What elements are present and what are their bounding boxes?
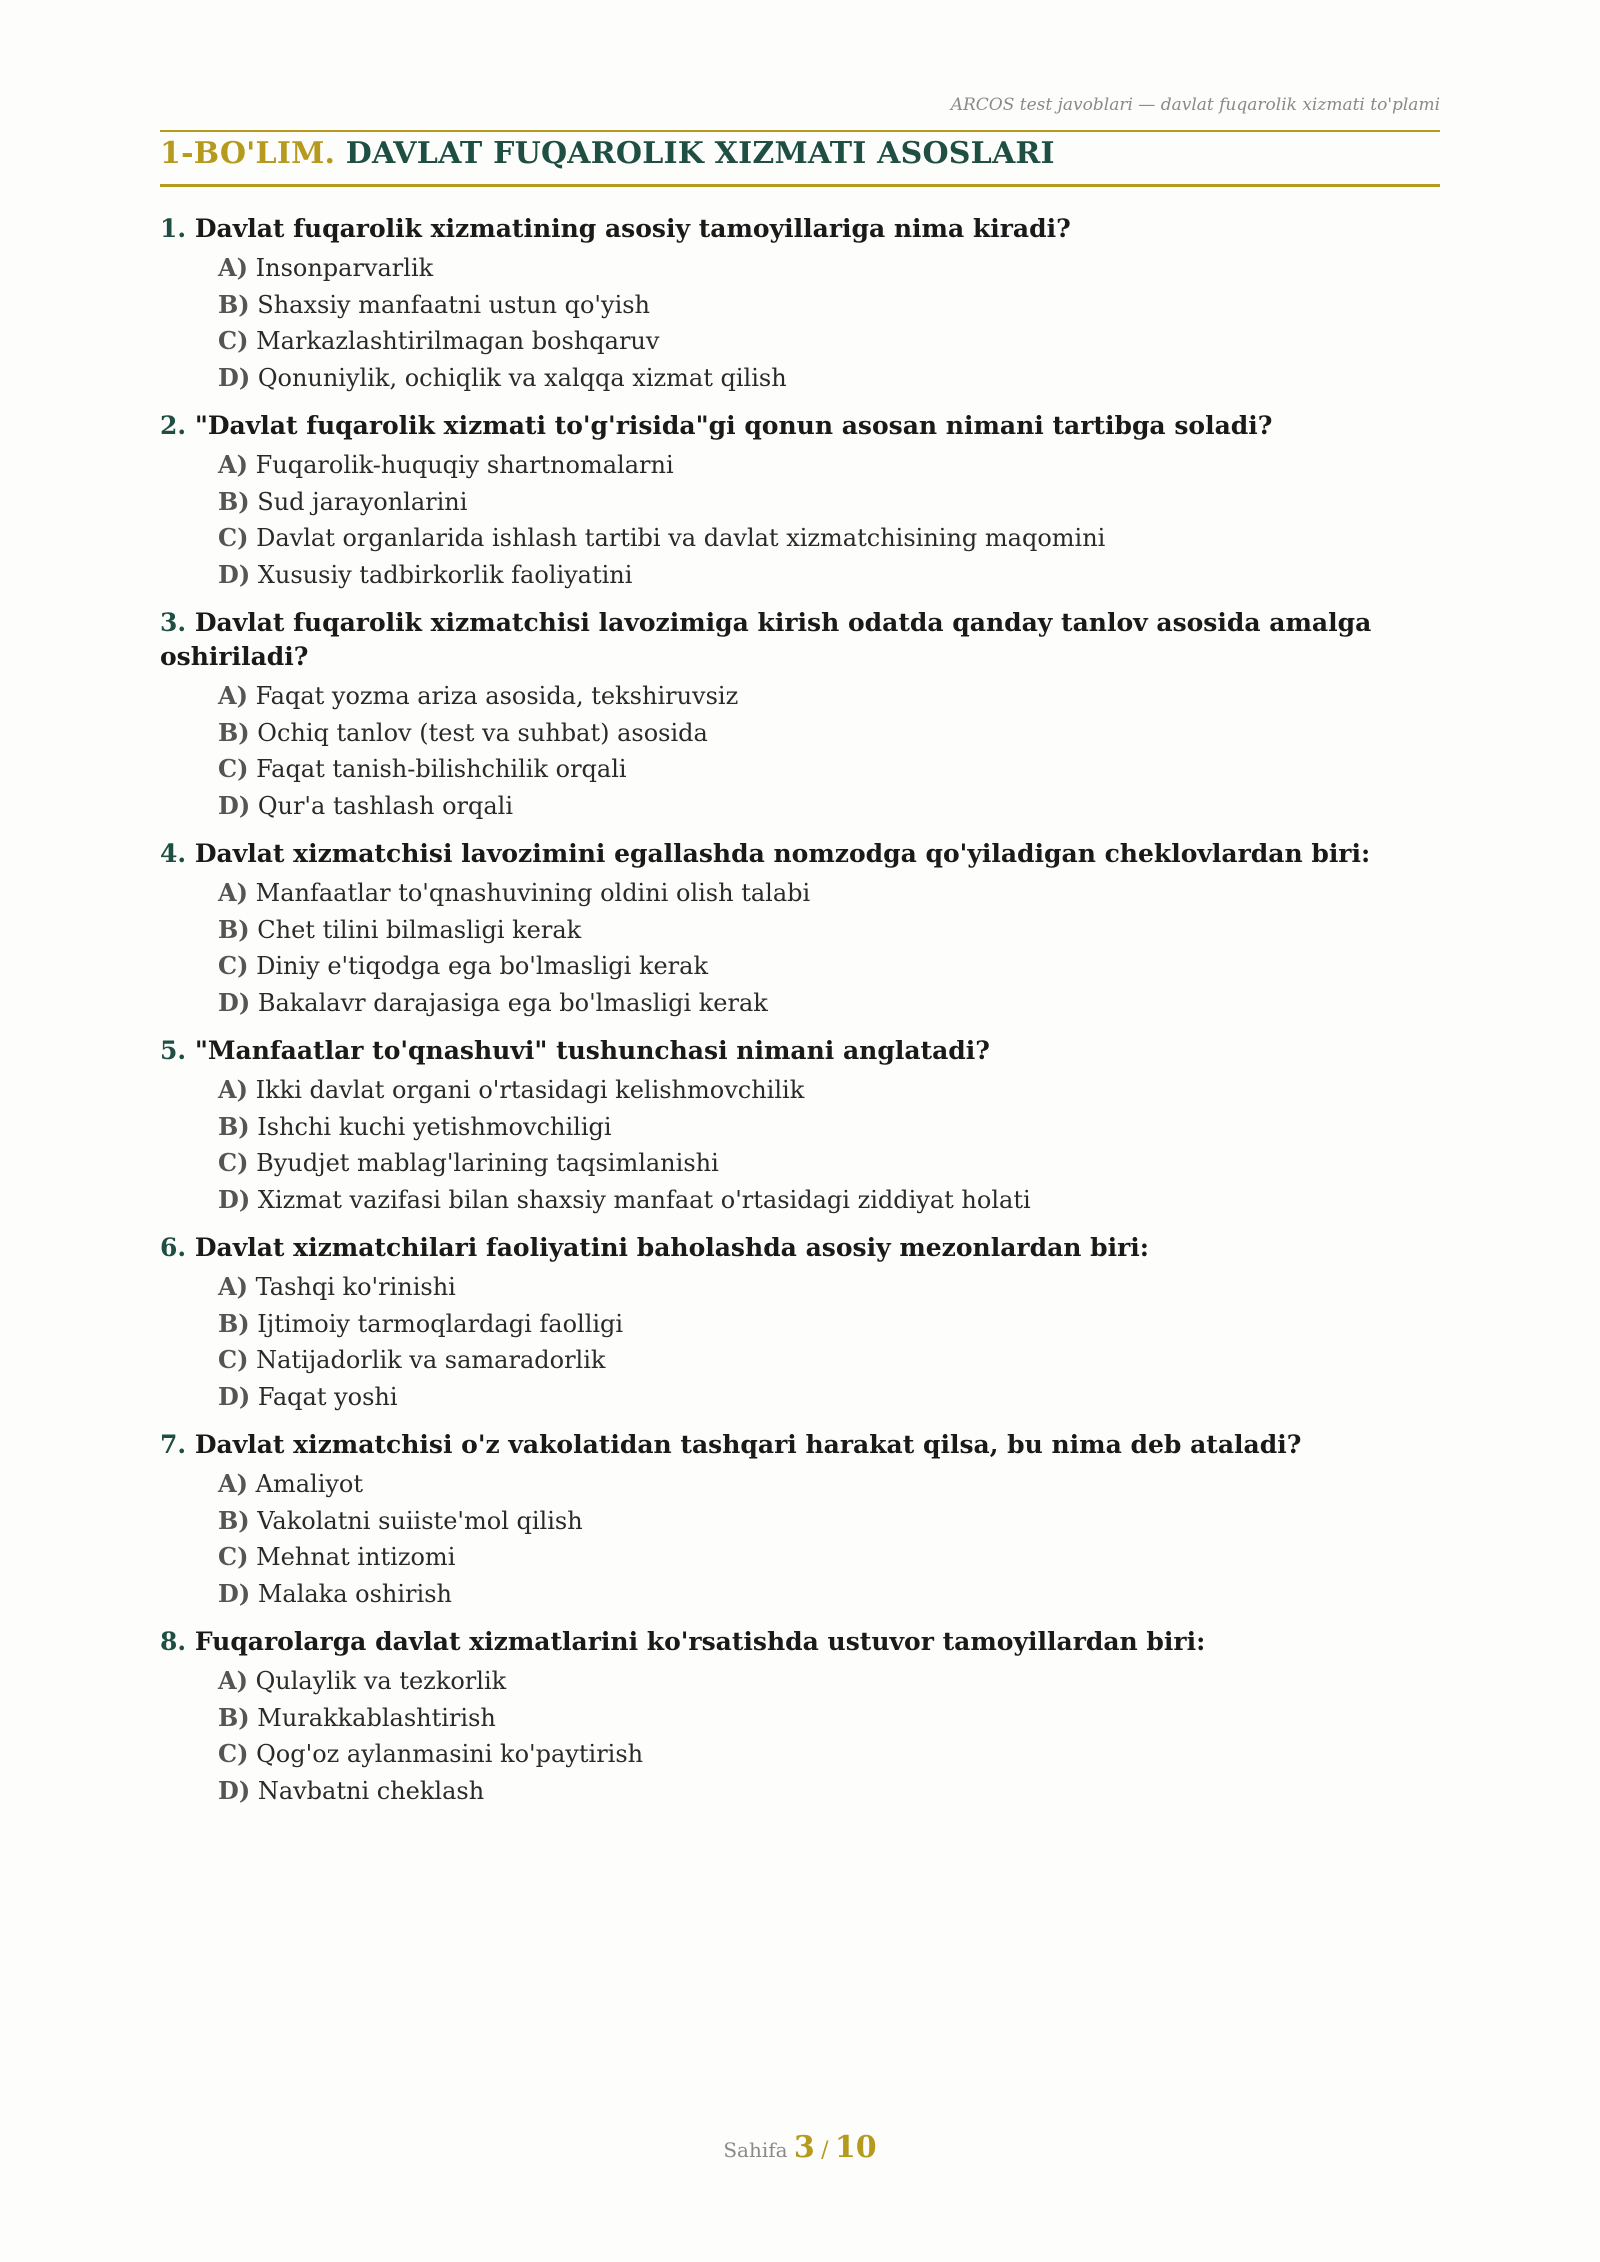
question-item xyxy=(160,1231,1440,1415)
question-prompt: Davlat fuqarolik xizmatchisi lavozimiga kirish odatda qanday tanlov asosida amalga oshiriladi? xyxy=(160,608,1372,671)
option-letter: A) xyxy=(218,1469,248,1498)
section-rule xyxy=(160,184,1440,187)
option-text: Xizmat vazifasi bilan shaxsiy manfaat o'rtasidagi ziddiyat holati xyxy=(257,1185,1031,1214)
answer-options xyxy=(160,447,1440,593)
answer-option xyxy=(160,1072,1440,1109)
question-text xyxy=(160,606,1440,674)
option-text: Sud jarayonlarini xyxy=(257,487,468,516)
question-number: 7. xyxy=(160,1430,187,1459)
option-letter: B) xyxy=(218,486,250,516)
question-list xyxy=(160,212,1440,1822)
option-letter: A) xyxy=(218,253,248,282)
answer-option xyxy=(160,1182,1440,1219)
option-letter: C) xyxy=(218,326,249,355)
option-text: Malaka oshirish xyxy=(257,1579,452,1608)
answer-option xyxy=(160,1145,1440,1182)
answer-option xyxy=(160,557,1440,594)
question-text xyxy=(160,409,1440,443)
question-number: 3. xyxy=(160,608,187,637)
answer-option xyxy=(160,875,1440,912)
answer-option xyxy=(160,678,1440,715)
option-letter: C) xyxy=(218,951,249,980)
question-prompt: Davlat xizmatchisi o'z vakolatidan tashqari harakat qilsa, bu nima deb ataladi? xyxy=(194,1430,1302,1459)
section-number: 1-BO'LIM. xyxy=(160,136,336,171)
option-letter: D) xyxy=(218,1578,251,1608)
answer-option xyxy=(160,715,1440,752)
option-text: Qog'oz aylanmasini ko'paytirish xyxy=(256,1740,644,1768)
question-number: 1. xyxy=(160,214,187,243)
question-text xyxy=(160,1034,1440,1068)
option-text: Diniy e'tiqodga ega bo'lmasligi kerak xyxy=(256,952,709,980)
option-text: Navbatni cheklash xyxy=(257,1776,485,1805)
answer-option xyxy=(160,985,1440,1022)
option-text: Qur'a tashlash orqali xyxy=(257,791,514,820)
answer-option xyxy=(160,751,1440,788)
option-letter: B) xyxy=(218,289,250,319)
option-letter: D) xyxy=(218,987,251,1017)
section-heading xyxy=(160,136,1055,171)
answer-option xyxy=(160,1736,1440,1773)
option-letter: B) xyxy=(218,1505,250,1535)
answer-options xyxy=(160,1663,1440,1809)
question-prompt: Davlat xizmatchisi lavozimini egallashda nomzodga qo'yiladigan cheklovlardan biri: xyxy=(194,839,1371,868)
option-letter: C) xyxy=(218,523,249,552)
answer-option xyxy=(160,1539,1440,1576)
question-number: 4. xyxy=(160,839,187,868)
answer-options xyxy=(160,1269,1440,1415)
option-letter: A) xyxy=(218,878,248,907)
option-text: Vakolatni suiiste'mol qilish xyxy=(257,1506,583,1535)
question-text xyxy=(160,1231,1440,1265)
option-letter: A) xyxy=(218,1075,248,1104)
option-text: Ikki davlat organi o'rtasidagi kelishmovchilik xyxy=(255,1076,805,1104)
answer-options xyxy=(160,250,1440,396)
option-text: Fuqarolik-huquqiy shartnomalarni xyxy=(255,451,674,479)
answer-option xyxy=(160,1269,1440,1306)
answer-option xyxy=(160,287,1440,324)
option-letter: A) xyxy=(218,1272,248,1301)
option-letter: B) xyxy=(218,1308,250,1338)
option-text: Insonparvarlik xyxy=(255,254,434,282)
section-title: DAVLAT FUQAROLIK XIZMATI ASOSLARI xyxy=(345,136,1055,171)
option-letter: A) xyxy=(218,681,248,710)
option-text: Qonuniylik, ochiqlik va xalqqa xizmat qilish xyxy=(257,363,787,392)
answer-option xyxy=(160,1576,1440,1613)
option-text: Faqat yozma ariza asosida, tekshiruvsiz xyxy=(255,682,739,710)
question-item xyxy=(160,1625,1440,1809)
option-letter: D) xyxy=(218,1381,251,1411)
option-text: Mehnat intizomi xyxy=(256,1543,456,1571)
option-letter: B) xyxy=(218,1111,250,1141)
option-text: Chet tilini bilmasligi kerak xyxy=(257,915,582,944)
option-letter: D) xyxy=(218,1184,251,1214)
running-header: ARCOS test javoblari — davlat fuqarolik xizmati to'plami xyxy=(950,95,1440,115)
answer-option xyxy=(160,1109,1440,1146)
answer-options xyxy=(160,875,1440,1021)
option-text: Manfaatlar to'qnashuvining oldini olish talabi xyxy=(255,879,811,907)
answer-option xyxy=(160,912,1440,949)
option-text: Ochiq tanlov (test va suhbat) asosida xyxy=(257,718,708,747)
option-text: Qulaylik va tezkorlik xyxy=(255,1667,507,1695)
answer-option xyxy=(160,1773,1440,1810)
answer-option xyxy=(160,1342,1440,1379)
option-letter: D) xyxy=(218,1775,251,1805)
option-letter: A) xyxy=(218,450,248,479)
question-text xyxy=(160,837,1440,871)
current-page-number: 3 xyxy=(793,2130,815,2165)
answer-option xyxy=(160,1379,1440,1416)
option-text: Davlat organlarida ishlash tartibi va davlat xizmatchisining maqomini xyxy=(256,524,1106,552)
option-text: Markazlashtirilmagan boshqaruv xyxy=(256,327,660,355)
option-text: Ishchi kuchi yetishmovchiligi xyxy=(257,1112,612,1141)
option-letter: C) xyxy=(218,1739,249,1768)
option-letter: D) xyxy=(218,559,251,589)
answer-option xyxy=(160,1503,1440,1540)
option-text: Faqat tanish-bilishchilik orqali xyxy=(256,755,627,783)
answer-option xyxy=(160,1663,1440,1700)
answer-option xyxy=(160,447,1440,484)
question-item xyxy=(160,212,1440,396)
answer-option xyxy=(160,250,1440,287)
answer-option xyxy=(160,1700,1440,1737)
option-letter: C) xyxy=(218,754,249,783)
document-page xyxy=(160,0,1440,2262)
question-number: 8. xyxy=(160,1627,187,1656)
question-text xyxy=(160,1428,1440,1462)
question-number: 6. xyxy=(160,1233,187,1262)
option-letter: D) xyxy=(218,362,251,392)
question-item xyxy=(160,606,1440,824)
option-letter: D) xyxy=(218,790,251,820)
option-letter: C) xyxy=(218,1148,249,1177)
option-letter: A) xyxy=(218,1666,248,1695)
answer-option xyxy=(160,360,1440,397)
question-text xyxy=(160,212,1440,246)
answer-option xyxy=(160,1306,1440,1343)
question-number: 2. xyxy=(160,411,187,440)
question-prompt: "Davlat fuqarolik xizmati to'g'risida"gi qonun asosan nimani tartibga soladi? xyxy=(194,411,1273,440)
page-label: Sahifa xyxy=(723,2138,788,2162)
option-letter: C) xyxy=(218,1345,249,1374)
option-letter: B) xyxy=(218,1702,250,1732)
answer-option xyxy=(160,1466,1440,1503)
answer-option xyxy=(160,323,1440,360)
option-letter: C) xyxy=(218,1542,249,1571)
page-footer xyxy=(0,2130,1600,2165)
answer-option xyxy=(160,788,1440,825)
question-item xyxy=(160,409,1440,593)
question-number: 5. xyxy=(160,1036,187,1065)
question-prompt: "Manfaatlar to'qnashuvi" tushunchasi nimani anglatadi? xyxy=(194,1036,990,1065)
answer-option xyxy=(160,520,1440,557)
option-text: Xususiy tadbirkorlik faoliyatini xyxy=(257,560,633,589)
option-text: Amaliyot xyxy=(255,1470,364,1498)
option-text: Natijadorlik va samaradorlik xyxy=(256,1346,606,1374)
option-text: Ijtimoiy tarmoqlardagi faolligi xyxy=(257,1309,624,1338)
answer-options xyxy=(160,1466,1440,1612)
option-text: Byudjet mablag'larining taqsimlanishi xyxy=(256,1149,719,1177)
option-text: Murakkablashtirish xyxy=(257,1703,496,1732)
question-item xyxy=(160,837,1440,1021)
page-separator: / xyxy=(821,2138,829,2163)
option-text: Faqat yoshi xyxy=(257,1382,398,1411)
question-prompt: Davlat xizmatchilari faoliyatini baholashda asosiy mezonlardan biri: xyxy=(194,1233,1150,1262)
header-rule xyxy=(160,130,1440,132)
total-pages: 10 xyxy=(834,2130,877,2165)
question-prompt: Davlat fuqarolik xizmatining asosiy tamoyillariga nima kiradi? xyxy=(194,214,1071,243)
option-letter: B) xyxy=(218,717,250,747)
option-letter: B) xyxy=(218,914,250,944)
answer-option xyxy=(160,948,1440,985)
option-text: Bakalavr darajasiga ega bo'lmasligi kerak xyxy=(257,988,768,1017)
answer-options xyxy=(160,1072,1440,1218)
answer-option xyxy=(160,484,1440,521)
answer-options xyxy=(160,678,1440,824)
option-text: Shaxsiy manfaatni ustun qo'yish xyxy=(257,290,651,319)
question-item xyxy=(160,1034,1440,1218)
question-prompt: Fuqarolarga davlat xizmatlarini ko'rsatishda ustuvor tamoyillardan biri: xyxy=(194,1627,1206,1656)
option-text: Tashqi ko'rinishi xyxy=(255,1273,456,1301)
question-item xyxy=(160,1428,1440,1612)
question-text xyxy=(160,1625,1440,1659)
